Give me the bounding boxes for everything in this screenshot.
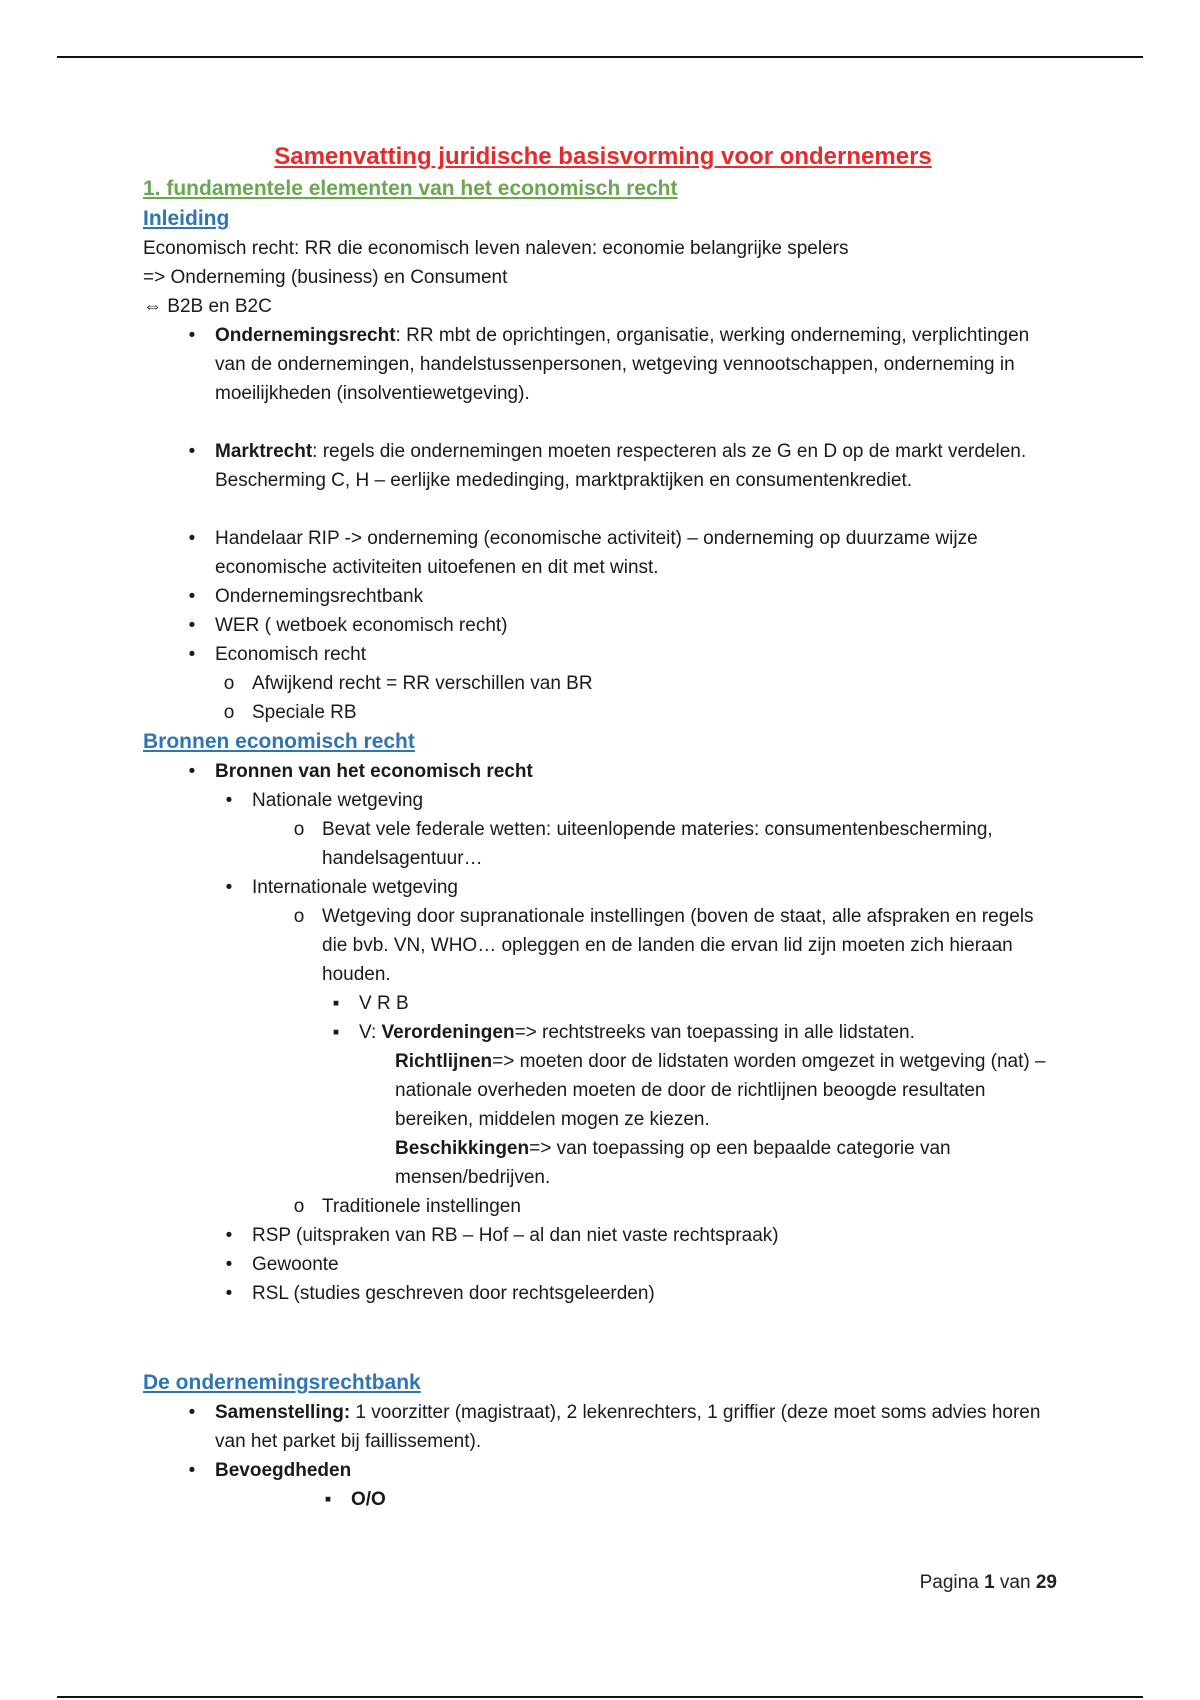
bullet-icon: •	[188, 441, 196, 462]
double-arrow-icon: ⇔	[143, 296, 162, 317]
sub-list-item	[143, 1192, 1063, 1221]
list-item	[143, 640, 1063, 669]
term: Verordeningen	[381, 1022, 515, 1043]
sub-list-item	[143, 1221, 1063, 1250]
paragraph	[143, 292, 1063, 321]
list-item	[143, 524, 1063, 582]
list-item-text: Bevat vele federale wetten: uiteenlopende materies: consumentenbescherming, handelsagentuur…	[322, 819, 993, 869]
list-continuation	[395, 1047, 1063, 1134]
sub-list-item	[143, 1018, 1063, 1047]
sub-list-item	[143, 902, 1063, 989]
term: Beschikkingen	[395, 1138, 530, 1159]
definition: : RR mbt de oprichtingen, organisatie, werking onderneming, verplichtingen van de ondernemingen, handelstussenpersonen, wetgeving vennootschappen, onderneming in moeilijkheden (insolventiewetgeving).	[215, 325, 1030, 404]
bullet-icon: •	[188, 1402, 196, 1423]
document-page	[143, 140, 1063, 1514]
footer-rule	[57, 1696, 1143, 1698]
square-bullet-icon: ▪	[332, 993, 340, 1014]
list-item-text: Afwijkend recht = RR verschillen van BR	[252, 673, 593, 694]
bullet-icon: •	[188, 644, 196, 665]
list-item-text: Wetgeving door supranationale instellingen (boven de staat, alle afspraken en regels die bvb. VN, WHO… opleggen en de landen die ervan lid zijn moeten zich hieraan houden.	[322, 906, 1034, 985]
list-item-text: O/O	[351, 1489, 386, 1510]
sub-list-item	[143, 873, 1063, 902]
list-item-text: Internationale wetgeving	[252, 877, 458, 898]
bullet-icon: •	[188, 615, 196, 636]
paragraph: => Onderneming (business) en Consument	[143, 267, 508, 288]
list-item	[143, 321, 1063, 408]
term: Samenstelling:	[215, 1402, 351, 1423]
paragraph-text: B2B en B2C	[162, 296, 272, 317]
circle-bullet-icon: o	[293, 1196, 305, 1217]
paragraph: Economisch recht: RR die economisch leven naleven: economie belangrijke spelers	[143, 238, 849, 259]
square-bullet-icon: ▪	[332, 1022, 340, 1043]
list-item-text: RSL (studies geschreven door rechtsgeleerden)	[252, 1283, 655, 1304]
circle-bullet-icon: o	[223, 673, 235, 694]
circle-bullet-icon: o	[293, 819, 305, 840]
list-item	[143, 611, 1063, 640]
list-item	[143, 1456, 1063, 1485]
list-item-text: Gewoonte	[252, 1254, 339, 1275]
sub-list-item	[143, 989, 1063, 1018]
heading-rechtbank: De ondernemingsrechtbank	[143, 1371, 421, 1394]
sub-list-item	[143, 1250, 1063, 1279]
sub-list-item	[143, 669, 1063, 698]
circle-bullet-icon: o	[223, 702, 235, 723]
list-item-text: Bronnen van het economisch recht	[215, 761, 533, 782]
page-label: Pagina	[919, 1572, 985, 1593]
list-item-text: V:	[359, 1022, 382, 1043]
heading-inleiding: Inleiding	[143, 207, 230, 230]
definition: 1 voorzitter (magistraat), 2 lekenrechters, 1 griffier (deze moet soms advies horen van het parket bij faillissement).	[215, 1402, 1041, 1452]
bullet-icon: •	[188, 528, 196, 549]
bullet-icon: •	[225, 1225, 233, 1246]
bullet-icon: •	[225, 1254, 233, 1275]
bullet-icon: •	[188, 325, 196, 346]
definition: => rechtstreeks van toepassing in alle lidstaten.	[514, 1022, 915, 1043]
list-item-text: V R B	[359, 993, 409, 1014]
list-item	[143, 582, 1063, 611]
term: Ondernemingsrecht	[215, 325, 396, 346]
sub-list-item	[143, 786, 1063, 815]
list-item-text: WER ( wetboek economisch recht)	[215, 615, 508, 636]
list-item	[143, 437, 1063, 495]
list-item-text: Nationale wetgeving	[252, 790, 424, 811]
bullet-icon: •	[188, 761, 196, 782]
definition: : regels die ondernemingen moeten respecteren als ze G en D op de markt verdelen. Bescherming C, H – eerlijke mededinging, marktpraktijken en consumentenkrediet.	[215, 441, 1027, 491]
list-item	[143, 1398, 1063, 1456]
sub-list-item	[143, 1485, 1063, 1514]
list-item-text: Speciale RB	[252, 702, 357, 723]
list-item-text: Handelaar RIP -> onderneming (economische activiteit) – onderneming op duurzame wijze economische activiteiten uitoefenen en dit met winst.	[215, 528, 978, 578]
bullet-icon: •	[188, 586, 196, 607]
list-item-text: Ondernemingsrechtbank	[215, 586, 424, 607]
sub-list-item	[143, 815, 1063, 873]
term: Marktrecht	[215, 441, 313, 462]
sub-list-item	[143, 698, 1063, 727]
section-heading-1: 1. fundamentele elementen van het economisch recht	[143, 177, 678, 200]
current-page: 1	[984, 1572, 995, 1593]
heading-bronnen: Bronnen economisch recht	[143, 730, 415, 753]
list-item	[143, 757, 1063, 786]
bullet-icon: •	[188, 1460, 196, 1481]
sub-list-item	[143, 1279, 1063, 1308]
square-bullet-icon: ▪	[324, 1489, 332, 1510]
list-item-text: Bevoegdheden	[215, 1460, 352, 1481]
bullet-icon: •	[225, 1283, 233, 1304]
list-item-text: RSP (uitspraken van RB – Hof – al dan niet vaste rechtspraak)	[252, 1225, 779, 1246]
header-rule	[57, 56, 1143, 58]
total-pages: 29	[1035, 1572, 1057, 1593]
page-of-label: van	[994, 1572, 1036, 1593]
page-number	[920, 1572, 1057, 1594]
definition: => van toepassing op een bepaalde categorie van mensen/bedrijven.	[395, 1138, 951, 1188]
bullet-icon: •	[225, 877, 233, 898]
list-continuation	[395, 1134, 1063, 1192]
definition: => moeten door de lidstaten worden omgezet in wetgeving (nat) – nationale overheden moeten de door de richtlijnen beoogde resultaten bereiken, middelen mogen ze kiezen.	[395, 1051, 1046, 1130]
list-item-text: Economisch recht	[215, 644, 367, 665]
document-title: Samenvatting juridische basisvorming voor ondernemers	[274, 143, 932, 170]
term: Richtlijnen	[395, 1051, 493, 1072]
bullet-icon: •	[225, 790, 233, 811]
circle-bullet-icon: o	[293, 906, 305, 927]
list-item-text: Traditionele instellingen	[322, 1196, 521, 1217]
